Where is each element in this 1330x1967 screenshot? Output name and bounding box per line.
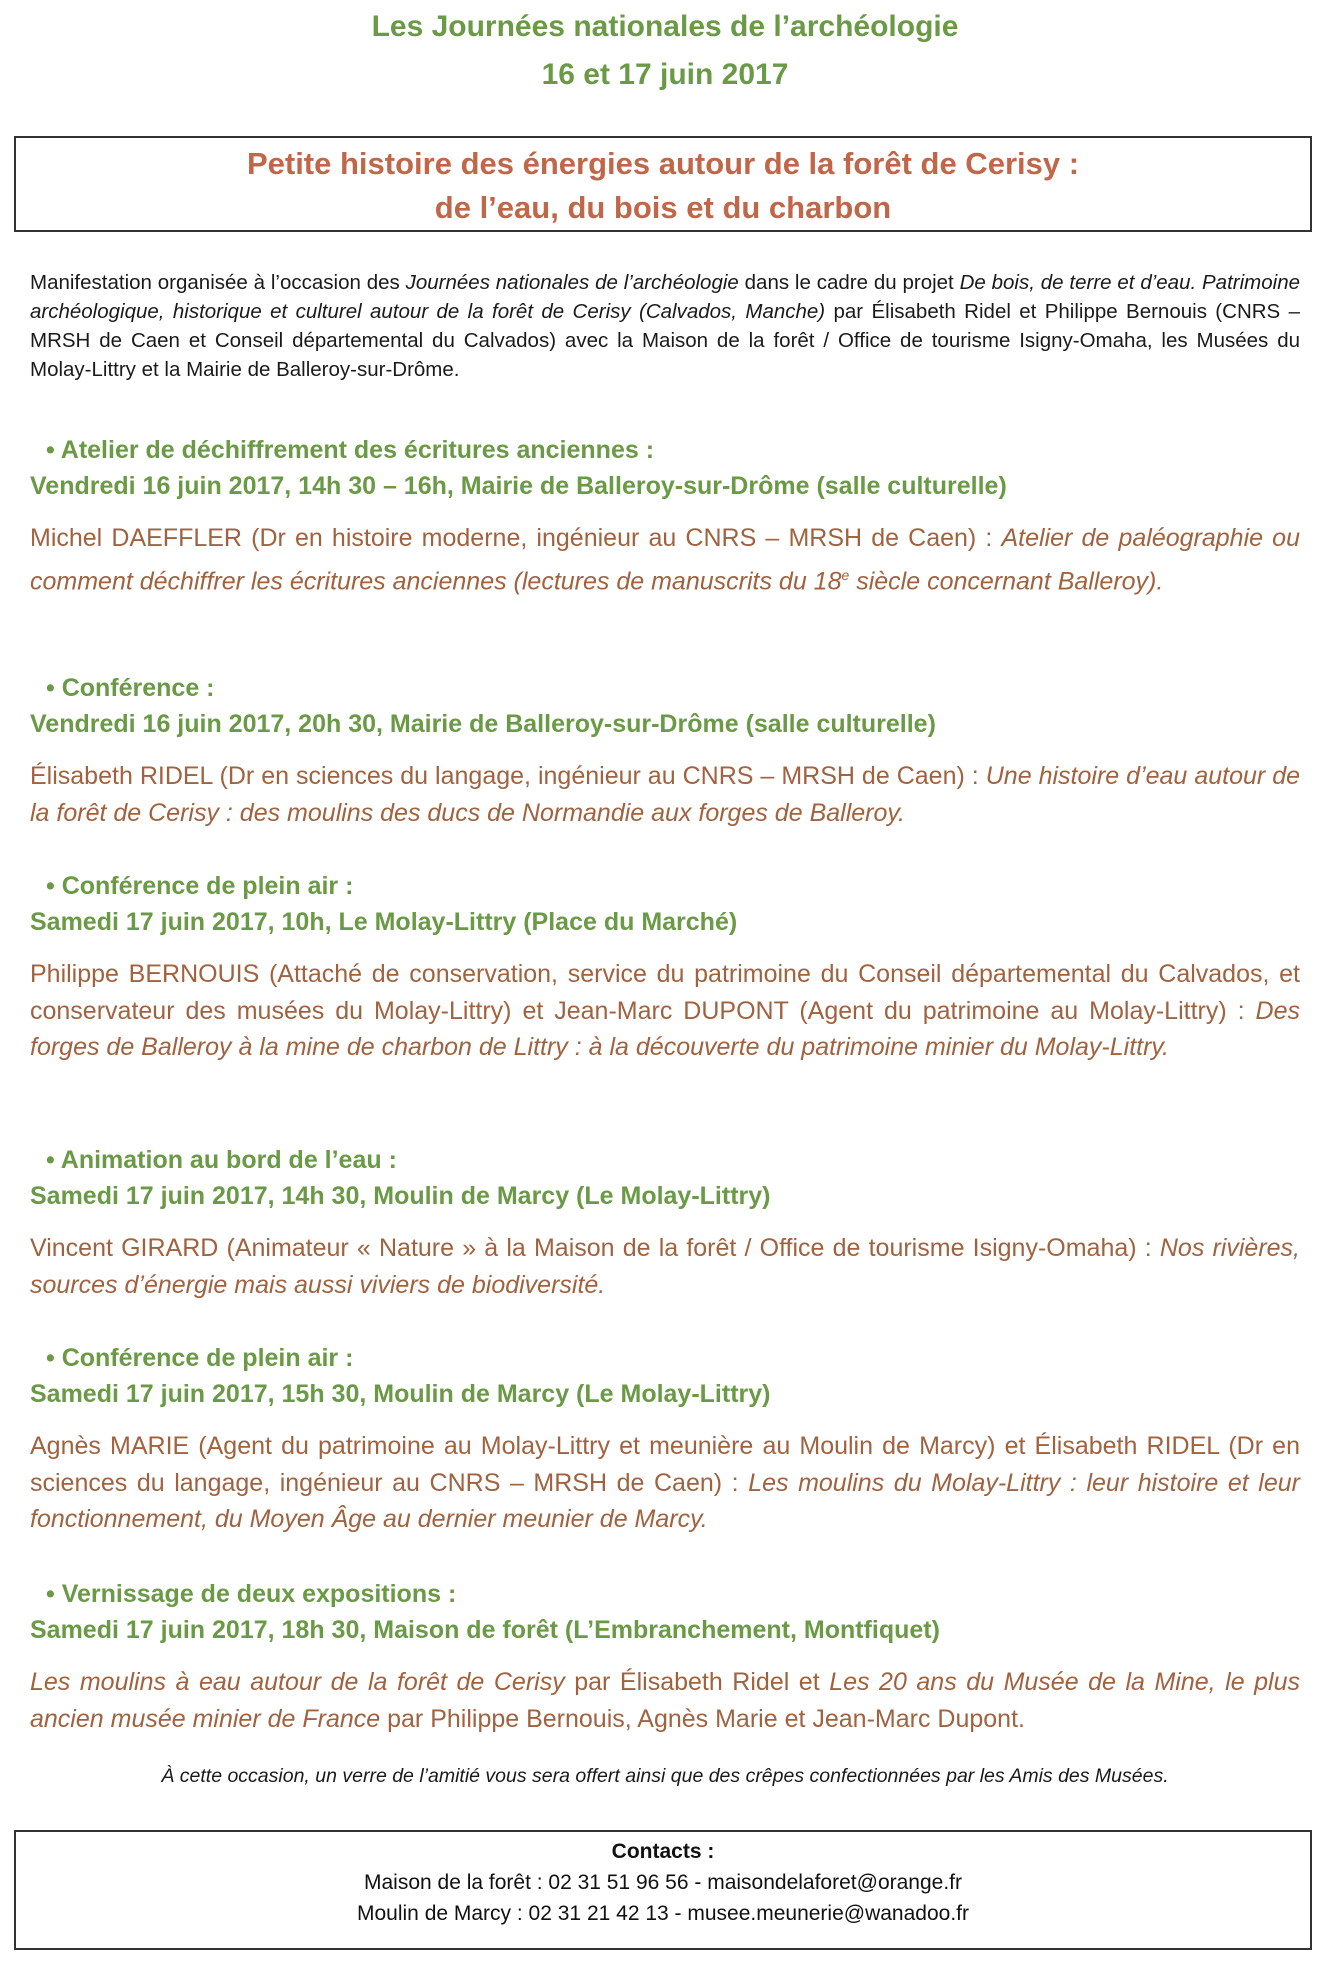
intro-paragraph <box>30 268 1300 384</box>
intro-italic-2: De bois, de terre et d’eau. Patrimoine archéologique, historique et culturel autour de la forêt de Cerisy (Calvados, Manche) <box>30 271 1300 323</box>
event-item <box>30 1142 1300 1303</box>
event-date: Samedi 17 juin 2017, 15h 30, Moulin de Marcy (Le Molay-Littry) <box>30 1380 771 1408</box>
closing-note: À cette occasion, un verre de l’amitié vous sera offert ainsi que des crêpes confectionnées par les Amis des Musées. <box>161 1765 1169 1787</box>
event-topic: Atelier de paléographie ou comment déchiffrer les écritures anciennes (lectures de manuscrits du 18 <box>30 524 1300 595</box>
event-topic: Les moulins du Molay-Littry : leur histoire et leur fonctionnement, du Moyen Âge au dernier meunier de Marcy. <box>30 1468 1300 1533</box>
event-dates: 16 et 17 juin 2017 <box>541 58 789 91</box>
event-description <box>30 1428 1300 1538</box>
event-speaker: Philippe BERNOUIS (Attaché de conservation, service du patrimoine du Conseil départemental du Calvados, et conservateur des musées du Molay-Littry) et Jean-Marc DUPONT (Agent du patrimoine au Molay-Littry) : <box>30 960 1300 1025</box>
main-title-box <box>14 136 1312 232</box>
event-item <box>30 868 1300 1066</box>
intro-text-2: dans le cadre du projet <box>738 271 960 294</box>
event-description <box>30 758 1300 831</box>
event-title: • Vernissage de deux expositions : <box>46 1580 457 1608</box>
event-description <box>30 956 1300 1066</box>
superscript: e <box>841 566 850 583</box>
event-description <box>30 1230 1300 1303</box>
event-title: • Conférence : <box>46 674 215 702</box>
event-date: Vendredi 16 juin 2017, 20h 30, Mairie de Balleroy-sur-Drôme (salle culturelle) <box>30 710 936 738</box>
event-series-title: Les Journées nationales de l’archéologie <box>371 10 959 43</box>
exhibition-author-2: par Philippe Bernouis, Agnès Marie et Jean-Marc Dupont. <box>380 1704 1025 1733</box>
event-item <box>30 670 1300 831</box>
event-title: • Conférence de plein air : <box>46 872 354 900</box>
event-title: • Conférence de plein air : <box>46 1344 354 1372</box>
event-topic-end: siècle concernant Balleroy). <box>849 566 1164 595</box>
event-speaker: Élisabeth RIDEL (Dr en sciences du langage, ingénieur au CNRS – MRSH de Caen) : <box>30 762 986 790</box>
event-date: Samedi 17 juin 2017, 14h 30, Moulin de Marcy (Le Molay-Littry) <box>30 1182 771 1210</box>
event-date: Vendredi 16 juin 2017, 14h 30 – 16h, Mairie de Balleroy-sur-Drôme (salle culturelle) <box>30 472 1007 500</box>
event-item <box>30 1340 1300 1538</box>
contacts-box <box>14 1830 1312 1950</box>
event-topic: Une histoire d’eau autour de la forêt de Cerisy : des moulins des ducs de Normandie aux forges de Balleroy. <box>30 762 1300 827</box>
event-title: • Atelier de déchiffrement des écritures anciennes : <box>46 436 655 464</box>
event-speaker: Agnès MARIE (Agent du patrimoine au Molay-Littry et meunière au Moulin de Marcy) et Élisabeth RIDEL (Dr en sciences du langage, ingénieur au CNRS – MRSH de Caen) : <box>30 1432 1300 1497</box>
contacts-title: Contacts : <box>611 1840 715 1863</box>
contact-line: Moulin de Marcy : 02 31 21 42 13 - musee.meunerie@wanadoo.fr <box>357 1902 969 1925</box>
event-topic: Des forges de Balleroy à la mine de charbon de Littry : à la découverte du patrimoine minier du Molay-Littry. <box>30 996 1300 1061</box>
event-item <box>30 1576 1300 1737</box>
event-description <box>30 1664 1300 1737</box>
main-title-line1: Petite histoire des énergies autour de la forêt de Cerisy : <box>246 146 1080 181</box>
event-topic: Nos rivières, sources d’énergie mais aussi viviers de biodiversité. <box>30 1234 1300 1299</box>
event-item <box>30 432 1300 599</box>
intro-italic-1: Journées nationales de l’archéologie <box>405 271 739 294</box>
contact-line: Maison de la forêt : 02 31 51 96 56 - maisondelaforet@orange.fr <box>363 1871 962 1894</box>
event-title: • Animation au bord de l’eau : <box>46 1146 397 1174</box>
exhibition-title-2: Les 20 ans du Musée de la Mine, le plus ancien musée minier de France <box>30 1668 1301 1733</box>
event-date: Samedi 17 juin 2017, 18h 30, Maison de forêt (L’Embranchement, Montfiquet) <box>30 1616 940 1644</box>
event-speaker: Michel DAEFFLER (Dr en histoire moderne, ingénieur au CNRS – MRSH de Caen) : <box>30 524 1002 552</box>
exhibition-author-1: par Élisabeth Ridel et <box>564 1668 830 1696</box>
intro-text-1: Manifestation organisée à l’occasion des <box>30 271 406 294</box>
event-speaker: Vincent GIRARD (Animateur « Nature » à la Maison de la forêt / Office de tourisme Isigny-Omaha) : <box>30 1234 1160 1262</box>
event-date: Samedi 17 juin 2017, 10h, Le Molay-Littry (Place du Marché) <box>30 908 738 936</box>
main-title-line2: de l’eau, du bois et du charbon <box>434 190 892 225</box>
event-description <box>30 520 1300 599</box>
exhibition-title-1: Les moulins à eau autour de la forêt de Cerisy <box>30 1668 565 1696</box>
intro-text-3: par Élisabeth Ridel et Philippe Bernouis (CNRS – MRSH de Caen et Conseil départemental du Calvados) avec la Maison de la forêt / Office de tourisme Isigny-Omaha, les Musées du Molay-Littry et la Mairie de Balleroy-sur-Drôme. <box>30 300 1300 381</box>
